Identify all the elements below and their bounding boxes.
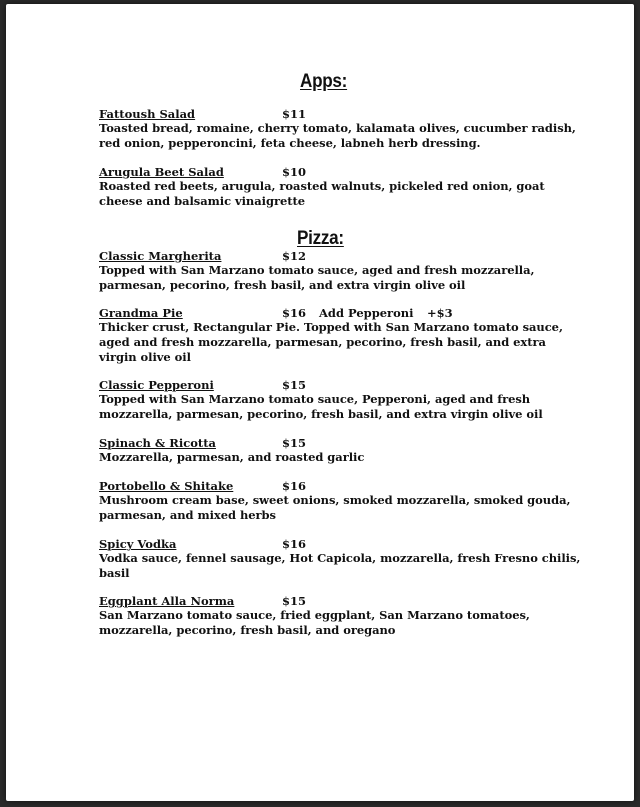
menu-item-fattoush-salad — [99, 107, 583, 151]
item-price: $16 — [282, 479, 307, 493]
item-name: Fattoush Salad — [99, 107, 196, 121]
menu-item-portobello-shitake — [99, 479, 583, 523]
item-description: Mozzarella, parmesan, and roasted garlic — [99, 450, 365, 464]
pizza-heading: Pizza: — [297, 228, 344, 249]
item-name: Grandma Pie — [99, 306, 183, 320]
item-description: Topped with San Marzano tomato sauce, aged and fresh mozzarella, parmesan, pecorino, fresh basil, and extra virgin olive oil — [99, 263, 535, 292]
menu-item-classic-margherita — [99, 249, 583, 293]
item-name: Spicy Vodka — [99, 537, 177, 551]
apps-heading: Apps: — [300, 71, 348, 92]
item-name: Arugula Beet Salad — [99, 165, 224, 179]
item-description: San Marzano tomato sauce, fried eggplant, San Marzano tomatoes, mozzarella, pecorino, fresh basil, and oregano — [99, 608, 530, 637]
menu-item-arugula-beet-salad — [99, 165, 583, 209]
item-description: Thicker crust, Rectangular Pie. Topped with San Marzano tomato sauce, aged and fresh mozzarella, parmesan, pecorino, fresh basil, and extra virgin olive oil — [99, 320, 563, 364]
item-price: $16 — [282, 537, 307, 551]
item-description: Toasted bread, romaine, cherry tomato, kalamata olives, cucumber radish, red onion, pepperoncini, feta cheese, labneh herb dressing. — [99, 121, 576, 150]
item-description: Topped with San Marzano tomato sauce, Pepperoni, aged and fresh mozzarella, parmesan, pecorino, fresh basil, and extra virgin olive oil — [99, 392, 543, 421]
item-name: Classic Margherita — [99, 249, 222, 263]
item-name: Eggplant Alla Norma — [99, 594, 235, 608]
addon-label: Add Pepperoni — [319, 306, 414, 320]
addon-price: +$3 — [427, 306, 453, 320]
item-price: $15 — [282, 436, 307, 450]
item-price: $15 — [282, 378, 307, 392]
menu-item-eggplant-alla-norma — [99, 594, 583, 638]
item-price: $11 — [282, 107, 307, 121]
item-description: Roasted red beets, arugula, roasted walnuts, pickeled red onion, goat cheese and balsamic vinaigrette — [99, 179, 545, 208]
item-price: $16 — [282, 306, 307, 320]
menu-item-spicy-vodka — [99, 537, 583, 581]
item-description: Mushroom cream base, sweet onions, smoked mozzarella, smoked gouda, parmesan, and mixed herbs — [99, 493, 571, 522]
menu-item-grandma-pie — [99, 306, 583, 365]
item-description: Vodka sauce, fennel sausage, Hot Capicola, mozzarella, fresh Fresno chilis, basil — [99, 551, 581, 580]
menu-page — [6, 4, 634, 801]
item-name: Spinach & Ricotta — [99, 436, 216, 450]
menu-item-classic-pepperoni — [99, 378, 583, 422]
item-name: Portobello & Shitake — [99, 479, 234, 493]
menu-item-spinach-ricotta — [99, 436, 583, 465]
item-price: $10 — [282, 165, 307, 179]
item-price: $12 — [282, 249, 307, 263]
item-name: Classic Pepperoni — [99, 378, 214, 392]
item-price: $15 — [282, 594, 307, 608]
